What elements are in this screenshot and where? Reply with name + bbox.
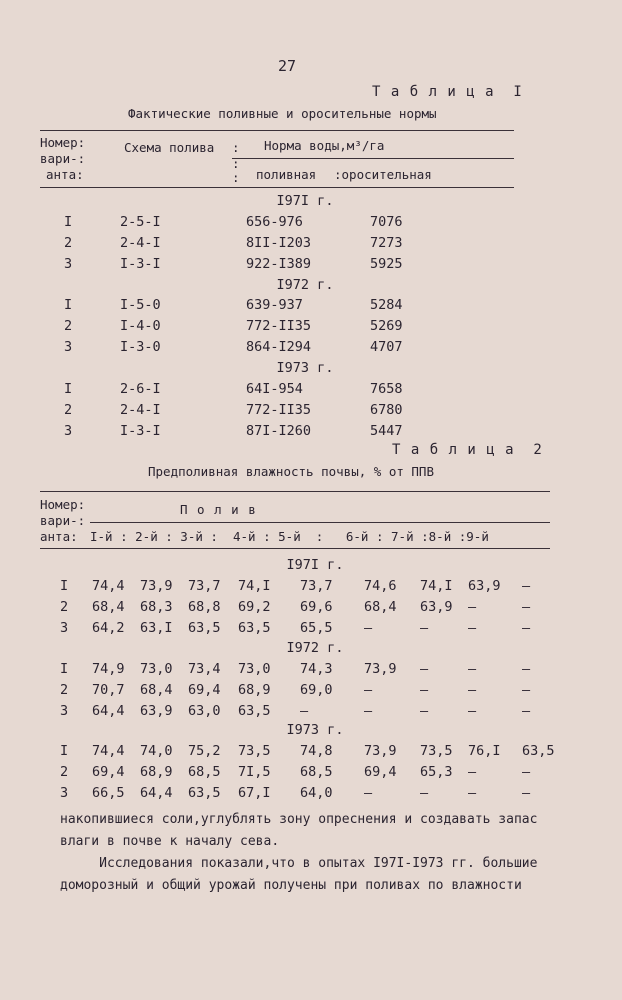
table-cell: 68,3 [140,599,173,615]
table-cell: 64,0 [300,785,333,801]
table-cell: 3 [64,339,73,355]
table-cell: 2 [64,402,73,418]
table-cell: – [300,703,309,719]
table-cell: – [364,620,373,636]
table-cell: – [468,764,477,780]
table2-year: I973 г. [286,722,344,738]
table-cell: I [60,661,69,677]
table-cell: 69,2 [238,599,271,615]
table2-title: Предполивная влажность почвы, % от ППВ [148,464,434,479]
page-number: 27 [278,57,297,75]
table-cell: 74,6 [364,578,397,594]
table-cell: 7273 [370,235,403,251]
table-cell: 73,7 [188,578,221,594]
table-cell: 63,I [140,620,173,636]
table-cell: – [522,599,531,615]
table-cell: – [364,785,373,801]
table-cell: 772-II35 [246,402,312,418]
table-cell: 70,7 [92,682,125,698]
table-cell: 63,9 [468,578,501,594]
table-cell: 73,9 [364,743,397,759]
table-cell: 74,9 [92,661,125,677]
table-cell: 2 [64,318,73,334]
table-cell: – [420,620,429,636]
table-cell: 3 [64,423,73,439]
body-text-line: Исследования показали,что в опытах I97I-I973 гг. большие [60,856,538,871]
table-cell: 68,4 [140,682,173,698]
table-cell: 5925 [370,256,403,272]
table-cell: 656-976 [246,214,303,230]
table-cell: 2 [64,235,73,251]
table-cell: 63,9 [140,703,173,719]
table-cell: 63,5 [188,620,221,636]
table-cell: 74,4 [92,578,125,594]
table-cell: I [64,214,73,230]
table-cell: 74,3 [300,661,333,677]
table-cell: 68,8 [188,599,221,615]
table-cell: 74,0 [140,743,173,759]
table1-header-poliv: поливная [256,167,317,182]
table-cell: 69,4 [188,682,221,698]
table-cell: 3 [60,703,69,719]
table-cell: I-5-0 [120,297,161,313]
table-cell: – [468,620,477,636]
table-cell: 64,4 [92,703,125,719]
table-cell: – [420,785,429,801]
table-cell: 7076 [370,214,403,230]
table-cell: 64,2 [92,620,125,636]
table-cell: 69,0 [300,682,333,698]
table-cell: 68,4 [364,599,397,615]
table-cell: 5284 [370,297,403,313]
table1-header-scheme: Схема полива [124,140,215,155]
table2-header-sub-rule [90,522,550,523]
table-cell: 69,4 [364,764,397,780]
table-cell: 75,2 [188,743,221,759]
table-cell: 2-6-I [120,381,161,397]
table-cell: 2-4-I [120,235,161,251]
table2-label: Т а б л и ц а 2 [392,442,543,458]
table1-header-sep: : [232,156,240,171]
table-cell: – [468,703,477,719]
table-cell: 87I-I260 [246,423,312,439]
table-cell: – [364,703,373,719]
table-cell: 3 [64,256,73,272]
table-cell: 63,5 [188,785,221,801]
table-cell: I-4-0 [120,318,161,334]
body-text-line: накопившиеся соли,углублять зону опреснения и создавать запас [60,812,538,827]
table-cell: – [420,703,429,719]
table-cell: 73,0 [140,661,173,677]
table1-year: I973 г. [276,360,334,376]
table-cell: – [522,578,531,594]
table-cell: 73,5 [238,743,271,759]
table-cell: 69,6 [300,599,333,615]
table-cell: 69,4 [92,764,125,780]
table-cell: 63,5 [522,743,555,759]
table-cell: 73,5 [420,743,453,759]
table-cell: 73,9 [364,661,397,677]
table-cell: I-3-0 [120,339,161,355]
table-cell: 8II-I203 [246,235,312,251]
table-cell: 67,I [238,785,271,801]
table-cell: 2 [60,599,69,615]
table-cell: – [468,682,477,698]
table-cell: – [522,620,531,636]
table-cell: 68,9 [238,682,271,698]
table-cell: 2 [60,764,69,780]
table-cell: 639-937 [246,297,303,313]
table2-top-rule [40,491,550,492]
table1-header-bottom-rule [40,187,514,188]
table-cell: 68,5 [300,764,333,780]
table-cell: – [522,703,531,719]
table-cell: 68,4 [92,599,125,615]
table-cell: – [420,682,429,698]
table-cell: I [60,578,69,594]
table-cell: – [522,682,531,698]
table-cell: – [468,785,477,801]
table-cell: – [522,785,531,801]
table2-year: I972 г. [286,640,344,656]
table-cell: 6780 [370,402,403,418]
table1-header-norm: Норма воды,м³/га [264,138,385,153]
table-cell: 772-II35 [246,318,312,334]
table-cell: 73,7 [300,578,333,594]
table1-year: I97I г. [276,193,334,209]
table1-header-sub-rule [232,158,514,159]
table1-title: Фактические поливные и оросительные нормы [128,106,437,121]
table2-header-col1-line1: Номер: [40,497,86,512]
table-cell: 73,0 [238,661,271,677]
table-cell: 65,5 [300,620,333,636]
table1-label: Т а б л и ц а I [372,84,523,100]
table-cell: 2-5-I [120,214,161,230]
table1-header-col1-line3: анта: [46,167,84,182]
table-cell: I [60,743,69,759]
table-cell: 74,I [238,578,271,594]
table-cell: 76,I [468,743,501,759]
table-cell: 864-I294 [246,339,312,355]
table-cell: – [468,661,477,677]
table-cell: 5447 [370,423,403,439]
table-cell: I [64,381,73,397]
table-cell: 65,3 [420,764,453,780]
table-cell: I [64,297,73,313]
table-cell: 2 [60,682,69,698]
table-cell: 3 [60,785,69,801]
table-cell: 7658 [370,381,403,397]
table-cell: 4707 [370,339,403,355]
table-cell: 73,4 [188,661,221,677]
table-cell: – [522,764,531,780]
table-cell: I-3-I [120,256,161,272]
table-cell: – [364,682,373,698]
table1-header-col1-line1: Номер: [40,135,86,150]
table-cell: 64I-954 [246,381,303,397]
table1-header-sep: : [232,140,240,155]
table-cell: 63,5 [238,703,271,719]
body-text-line: доморозный и общий урожай получены при поливах по влажности [60,878,522,893]
table-cell: 63,5 [238,620,271,636]
table2-year: I97I г. [286,557,344,573]
table-cell: 7I,5 [238,764,271,780]
table1-header-oros: :оросительная [334,167,432,182]
table-cell: 63,0 [188,703,221,719]
table2-header-sub: I-й : 2-й : 3-й : 4-й : 5-й : 6-й : 7-й :8-й :9-й [90,529,489,544]
table-cell: 64,4 [140,785,173,801]
table-cell: I-3-I [120,423,161,439]
table2-header-col1-line3: анта: [40,529,78,544]
table-cell: 922-I389 [246,256,312,272]
table-cell: 73,9 [140,578,173,594]
table-cell: – [468,599,477,615]
table-cell: – [522,661,531,677]
table1-header-col1-line2: вари-: [40,151,86,166]
table2-header-poliv: П о л и в [180,502,257,517]
table1-header-sep: : [232,170,240,185]
body-text-line: влаги в почве к началу сева. [60,834,280,849]
table2-header-bottom-rule [40,548,550,549]
table1-top-rule [40,130,514,131]
table-cell: 5269 [370,318,403,334]
table-cell: – [420,661,429,677]
table-cell: 74,I [420,578,453,594]
table-cell: 68,9 [140,764,173,780]
table-cell: 74,8 [300,743,333,759]
table-cell: 68,5 [188,764,221,780]
table-cell: 63,9 [420,599,453,615]
table-cell: 66,5 [92,785,125,801]
table-cell: 2-4-I [120,402,161,418]
table2-header-col1-line2: вари-: [40,513,86,528]
table-cell: 3 [60,620,69,636]
table-cell: 74,4 [92,743,125,759]
table1-year: I972 г. [276,277,334,293]
